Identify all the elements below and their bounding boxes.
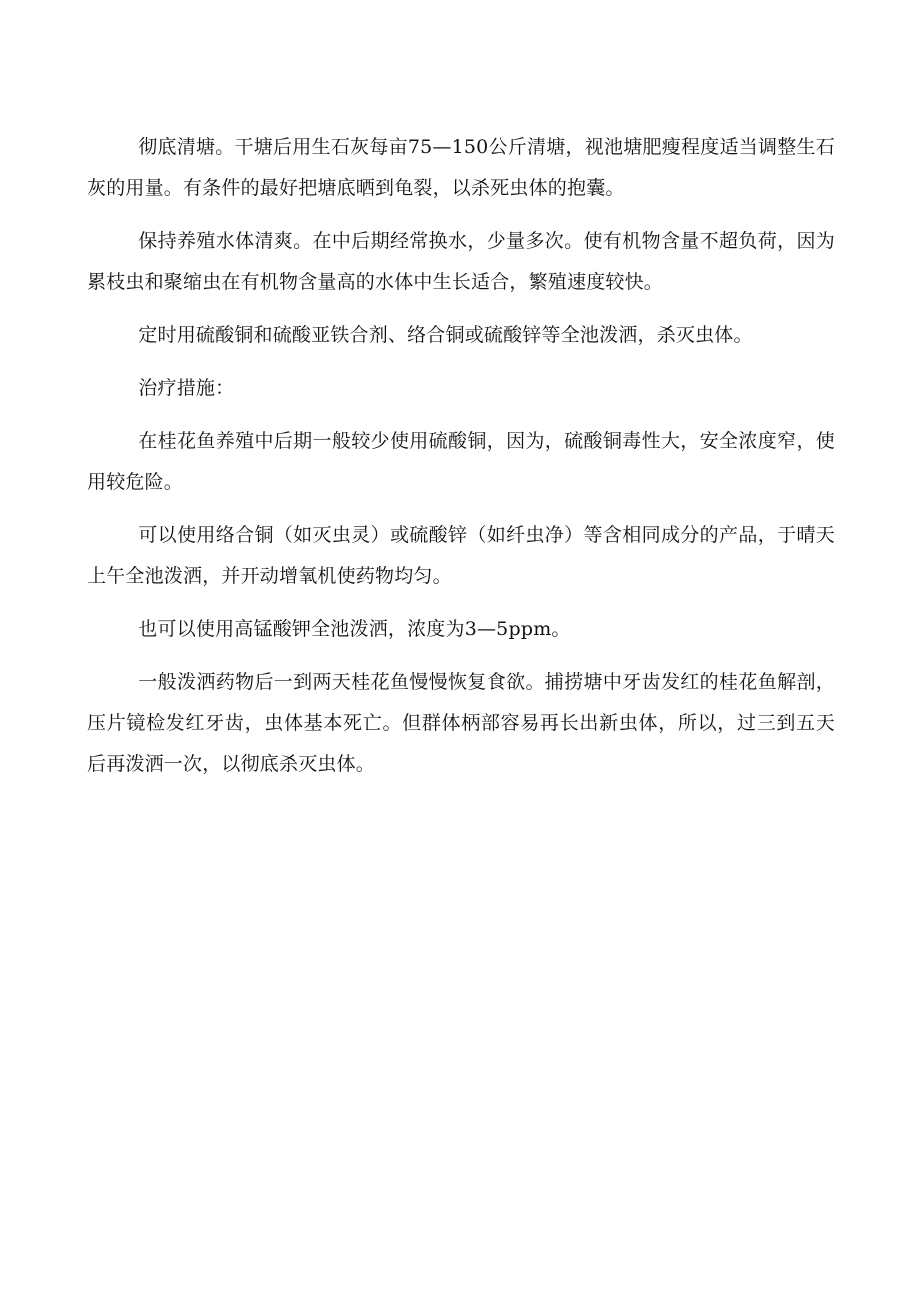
paragraph-keep-water-clean: 保持养殖水体清爽。在中后期经常换水，少量多次。使有机物含量不超负荷，因为累枝虫和聚缩虫在有机物含量高的水体中生长适合，繁殖速度较快。 <box>87 230 835 293</box>
paragraph-regular-spraying: 定时用硫酸铜和硫酸亚铁合剂、络合铜或硫酸锌等全池泼洒，杀灭虫体。 <box>138 324 753 346</box>
paragraph-thorough-pond-cleaning: 彻底清塘。干塘后用生石灰每亩75—150公斤清塘，视池塘肥瘦程度适当调整生石灰的用量。有条件的最好把塘底晒到龟裂，以杀死虫体的抱囊。 <box>87 136 835 199</box>
paragraph-recovery-followup: 一般泼洒药物后一到两天桂花鱼慢慢恢复食欲。捕捞塘中牙齿发红的桂花鱼解剖，压片镜检发红牙齿，虫体基本死亡。但群体柄部容易再长出新虫体，所以，过三到五天后再泼洒一次，以彻底杀灭虫体。 <box>87 671 835 775</box>
document-body <box>87 127 835 785</box>
paragraph-alternative-products: 可以使用络合铜（如灭虫灵）或硫酸锌（如纤虫净）等含相同成分的产品，于晴天上午全池泼洒，并开动增氧机使药物均匀。 <box>87 524 835 587</box>
paragraph-potassium-permanganate: 也可以使用高锰酸钾全池泼洒，浓度为3—5ppm。 <box>138 618 571 640</box>
paragraph-copper-sulfate-caution: 在桂花鱼养殖中后期一般较少使用硫酸铜，因为，硫酸铜毒性大，安全浓度窄，使用较危险。 <box>87 430 835 493</box>
paragraph-treatment-heading: 治疗措施： <box>138 377 235 399</box>
